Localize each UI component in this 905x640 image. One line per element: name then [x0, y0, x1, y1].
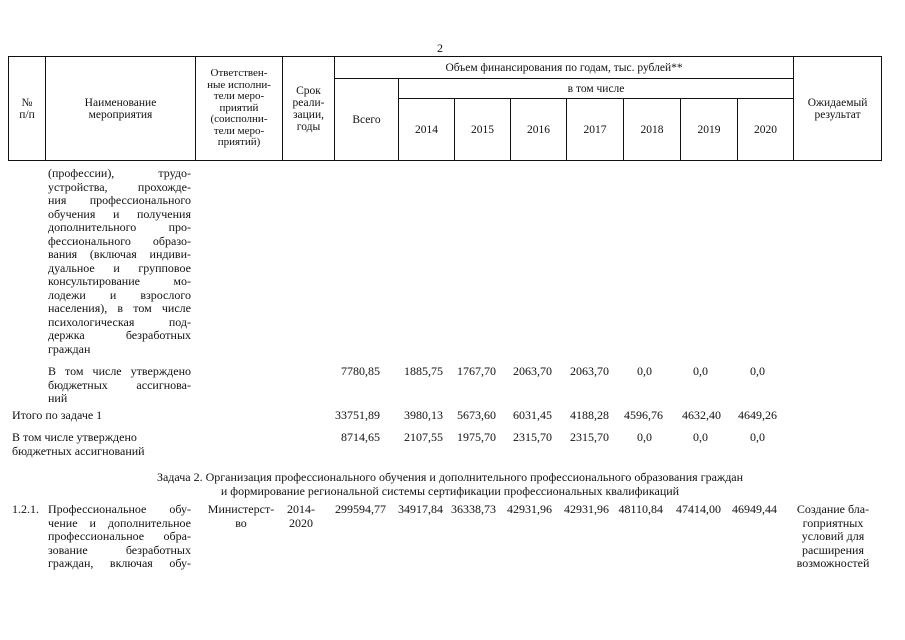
continued-description: (профессии), трудо- устройства, прохожде- ния профессионального обучения и получения дополнительного про- фессионального образо- вания (включая индиви- дуальное и групповое консультирование мо- лодежи и взрослого населения), в том числе психологическая под- держка безработных граждан — [48, 166, 191, 356]
header-year: 2014 — [399, 99, 455, 161]
header-term: Срок реали- зации, годы — [283, 57, 335, 161]
value-2014: 1885,75 — [404, 364, 443, 378]
value-total: 8714,65 — [341, 430, 380, 444]
value-2014: 3980,13 — [404, 408, 443, 422]
header-total: Всего — [335, 79, 399, 161]
header-year: 2017 — [567, 99, 624, 161]
value-2016: 2063,70 — [513, 364, 552, 378]
value-2020: 0,0 — [750, 430, 765, 444]
value-total: 299594,77 — [335, 502, 386, 516]
value-2018: 0,0 — [637, 364, 652, 378]
header-executors: Ответствен- ные исполни- тели меро- приятий (соисполни- тели меро- приятий) — [196, 57, 283, 161]
value-2020: 0,0 — [750, 364, 765, 378]
item-121-description: Профессиональное обу- чение и дополнительное профессиональное обра- зование безработных граждан, включая обу- — [48, 502, 191, 570]
budget-task1-label: В том числе утверждено бюджетных ассигнований — [12, 430, 145, 458]
continued-budget-label: В том числе утверждено бюджетных ассигнова- ний — [48, 364, 191, 405]
item-121-term: 2014- 2020 — [287, 502, 315, 530]
header-name: Наименование мероприятия — [46, 57, 196, 161]
page-number: 2 — [437, 41, 443, 55]
header-num: № п/п — [9, 57, 46, 161]
value-2016: 42931,96 — [507, 502, 552, 516]
value-2016: 6031,45 — [513, 408, 552, 422]
value-2016: 2315,70 — [513, 430, 552, 444]
value-2019: 0,0 — [693, 364, 708, 378]
value-2018: 0,0 — [637, 430, 652, 444]
value-2020: 4649,26 — [738, 408, 777, 422]
value-2015: 1767,70 — [457, 364, 496, 378]
value-2014: 2107,55 — [404, 430, 443, 444]
value-2017: 2063,70 — [570, 364, 609, 378]
value-2020: 46949,44 — [732, 502, 777, 516]
value-2015: 1975,70 — [457, 430, 496, 444]
header-result: Ожидаемый результат — [794, 57, 882, 161]
value-2019: 0,0 — [693, 430, 708, 444]
header-year: 2019 — [681, 99, 738, 161]
value-2017: 2315,70 — [570, 430, 609, 444]
task2-title: Задача 2. Организация профессионального обучения и дополнительного профессионального образования граждан и формирование региональной системы сертификации профессиональных квалификаций — [156, 470, 744, 498]
item-121-executor: Министерст- во — [207, 502, 275, 530]
value-2015: 5673,60 — [457, 408, 496, 422]
value-2018: 4596,76 — [624, 408, 663, 422]
value-2015: 36338,73 — [451, 502, 496, 516]
header-year: 2015 — [455, 99, 511, 161]
item-121-num: 1.2.1. — [12, 502, 39, 516]
header-year: 2020 — [738, 99, 794, 161]
value-2019: 4632,40 — [682, 408, 721, 422]
item-121-result: Создание бла- гоприятных условий для расширения возможностей — [796, 502, 870, 570]
value-2017: 42931,96 — [564, 502, 609, 516]
value-2018: 48110,84 — [618, 502, 663, 516]
header-year: 2016 — [511, 99, 567, 161]
value-total: 7780,85 — [341, 364, 380, 378]
header-including: в том числе — [399, 79, 794, 99]
value-2019: 47414,00 — [676, 502, 721, 516]
header-year: 2018 — [624, 99, 681, 161]
table-header — [8, 56, 882, 161]
header-volume: Объем финансирования по годам, тыс. рублей** — [335, 57, 794, 79]
value-total: 33751,89 — [335, 408, 380, 422]
value-2017: 4188,28 — [570, 408, 609, 422]
value-2014: 34917,84 — [398, 502, 443, 516]
total-task1-label: Итого по задаче 1 — [12, 408, 103, 422]
